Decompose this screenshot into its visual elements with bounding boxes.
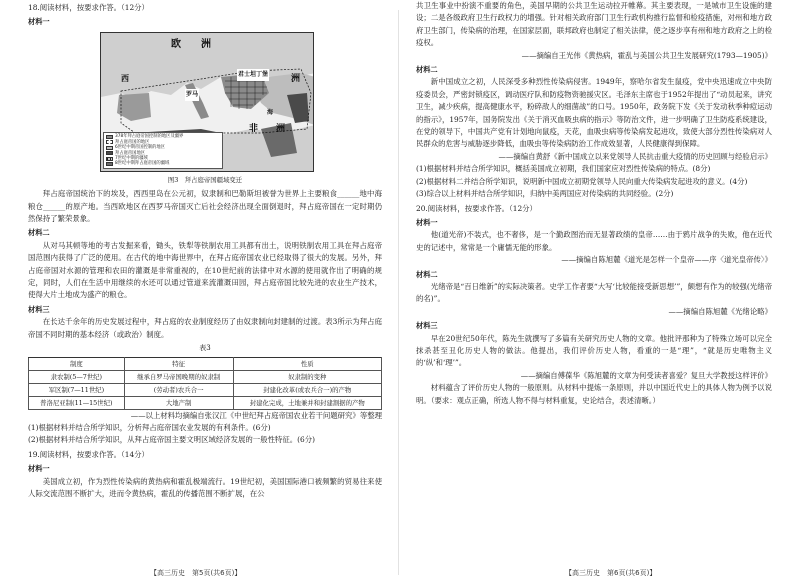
q18-heading: 18.阅读材料，按要求作答。（12分） — [28, 3, 149, 12]
legend-item: 拜占庭帝国的地区 — [106, 140, 220, 145]
left-page — [28, 0, 382, 587]
table-cell: 封建化改革(或农兵合一)的产物 — [233, 383, 381, 396]
table-3 — [28, 357, 382, 410]
table-cell: 普洛尼亚制(11—15世纪) — [29, 396, 125, 409]
byzantine-map — [100, 32, 314, 172]
q20-source-3: ——摘编自傅葆华《陈旭麓的文章为何受读者喜爱？复旦大学教授这样评价》 — [520, 370, 772, 380]
legend-item: 378年拜占庭帝国控制的地区及疆界 — [106, 134, 220, 139]
map-label-asia: 洲 — [291, 73, 301, 84]
q18-material-2-text: 从对马其顿等地的考古发掘来看，锄头，铁犁等铁制农用工具都有出土，说明铁制农用工具在拜占庭帝国范围内获得了广泛的使用。在古代的地中海世界中，在拜占庭帝国农业已经取得了很大的发展。另外，拜占庭帝国对水源的管理和农田的灌溉是非常重视的，在10世纪前的法律中对水源的使用就作出了明确的规定，同时，人们在生活中用继续的水还可以通过管道来流灌溉田园，拜占庭帝国比较先进的农业生产技术，使得大片土地成为盛产的粮仓。 — [28, 240, 382, 300]
table-cell: 继承自罗马帝国晚期的奴隶制 — [124, 370, 233, 383]
q19-material-1-continued: 共卫生事业中扮演不重要的角色，美国早期的公共卫生运动拉开帷幕。其主要表现，一是城市卫生设施的建设；二是各级政府卫生行政权力的增强。针对相关政府部门卫生行政机构推行监督和检疫措施，对州和地方政府卫生部门，传染病的治理，在国家层面，联邦政府也制定了相关法律，使之逐步享有州和地方政府之上的检疫权。 — [416, 1, 772, 48]
q20-material-2-label: 材料二 — [416, 269, 438, 279]
q18-question-2: (2)根据材料并结合所学知识，从拜占庭帝国主要文明区域经济发展的一般性特征。(6分) — [28, 435, 316, 445]
table-header: 性质 — [233, 357, 381, 370]
table-cell: (劳动者)农兵合一 — [124, 383, 233, 396]
map-label-europe: 欧 洲 — [171, 38, 211, 50]
legend-swatch — [106, 162, 113, 166]
q19-source-2: ——摘编自黄舒《新中国成立以来党领导人民抗击重大疫情的历史回顾与经验启示》 — [498, 151, 772, 161]
table-header-row — [29, 357, 382, 370]
table-header: 特征 — [124, 357, 233, 370]
map-label-sea: 海 — [267, 108, 274, 116]
q20-task: 材料蕴含了评价历史人物的一般原则。从材料中提炼一条原则，并以中国近代史上的具体人物为例予以说明。（要求：观点正确，所选人物不得与材料重复，史论结合，表述清晰。） — [416, 383, 772, 405]
table-cell: 军区制(7—11世纪) — [29, 383, 125, 396]
q19-material-2-label: 材料二 — [416, 65, 438, 75]
legend-item: 拜占庭帝国地区 — [106, 151, 220, 156]
q20-material-3-text: 早在20世纪50年代，陈先生就撰写了多篇有关研究历史人物的文章。他批评那种为了特殊立场可以完全抹杀甚至丑化历史人物的做法。他提出，我们评价历史人物，看重的一是“理”，“就是历史唯物主义的‘纵’和‘理’”。 — [416, 333, 772, 368]
table-cell: 封建化完成，土地兼并和封建割据的产物 — [233, 396, 381, 409]
q18-material-1-text: 拜占庭帝国统治下的埃及，西西里岛在公元初，奴隶制和巴勒斯坦被誉为世界上主要粮食______地中海粮仓______的原产地。当西欧地区在西罗马帝国灭亡后社会经济出现全面倒退时，拜占庭帝国在一定时期仍然保持了繁荣景象。 — [28, 189, 382, 224]
q20-material-1-text: 他(道光帝)不装式，也不奢侈，是一个勤政图治而无显著政绩的皇帝……由于鸦片战争的失败，他在近代史的记述中，常常是一个庸懦无能的形象。 — [416, 230, 772, 252]
q19-material-1-text: 美国成立初，作为烈性传染病的黄热病和霍乱极端流行。19世纪初，美国国际港口被频繁的贸易往来使人际交流范围不断扩大，进而令黄热病，霍乱的传播范围不断扩展，在公 — [28, 476, 382, 498]
map-label-rome: 罗马 — [185, 89, 199, 101]
legend-item: 6世纪中期帝国控制的地区 — [106, 145, 220, 150]
footer-left: 【高三历史 第5页(共6页)】 — [150, 568, 242, 577]
q18-question-1: (1)根据材料并结合所学知识，分析拜占庭帝国农业发展的有利条件。(6分) — [28, 422, 271, 432]
map-label-constantinople: 君士坦丁堡 — [237, 69, 269, 81]
legend-swatch — [106, 151, 113, 155]
legend-swatch — [106, 135, 113, 139]
q19-source-1: ——摘编自王光伟《黄热病，霍乱与美国公共卫生发展研究(1793—1905)》 — [521, 50, 772, 60]
q20-material-2-text: 光绪帝是“百日维新”的实际决策者。史学工作者要“大写‘比较能接受新思想’”，颇想有作为的较强(光绪帝的名)”。 — [416, 281, 772, 304]
map-label-xi: 西 — [121, 73, 129, 83]
q18-material-2-label: 材料二 — [28, 228, 50, 238]
q18-material-3-label: 材料三 — [28, 304, 50, 314]
legend-item: 8世纪中期拜占庭帝国的疆域 — [106, 161, 220, 166]
q19-material-1-label: 材料一 — [28, 464, 50, 474]
table-header: 制度 — [29, 357, 125, 370]
table-row — [29, 396, 382, 409]
page-divider — [398, 10, 399, 575]
legend-item: 7世纪中期的疆域 — [106, 156, 220, 161]
q19-question-1: (1)根据材料并结合所学知识，概括美国成立初期，我们国家应对烈性传染病的特点。(8分) — [416, 164, 711, 174]
table-cell: 奴隶制的变种 — [233, 370, 381, 383]
q20-source-1: ——摘编自陈旭麓《道光是怎样一个皇帝——序〈道光皇帝传〉》 — [561, 255, 772, 265]
map-caption: 图3 拜占庭帝国疆域变迁 — [167, 175, 243, 184]
table-cell: 大地产制 — [124, 396, 233, 409]
q20-source-2: ——摘编自陈旭麓《光绪论略》 — [668, 306, 772, 316]
legend-swatch — [106, 157, 113, 161]
map-label-africa: 非 洲 — [249, 123, 286, 134]
q19-question-3: (3)综合以上材料并结合所学知识，归纳中美两国应对传染病的共同经验。(2分) — [416, 189, 674, 199]
footer-right: 【高三历史 第6页(共6页)】 — [565, 568, 657, 577]
table-row — [29, 370, 382, 383]
q19-heading: 19.阅读材料，按要求作答。（14分） — [28, 449, 149, 459]
q19-question-2: (2)根据材料二并结合所学知识，说明新中国成立初期党领导人民向重大传染病发起进攻的意义。(4分) — [416, 176, 748, 186]
legend-swatch — [106, 140, 113, 144]
table-title: 表3 — [199, 344, 211, 353]
q19-material-2-text: 新中国成立之初，人民深受多种烈性传染病侵害。1949年，察哈尔省发生鼠疫，党中央迅速成立中央防疫委员会，严密封锁疫区，调动医疗队和防疫物资驰援灾区。毛泽东主席也于1952年提出了“动员起来，讲究卫生，减少疾病，提高健康水平，粉碎敌人的细菌战”的口号。1950年，政务院下发《关于发动秋季种痘运动的指示》，1957年，国务院发出《关于消灭血吸虫病的指示》等防治文件，进一步明确了卫生防疫系统建设，在党的领导下，中国共产党有计划地向鼠疫，天花，血吸虫病等传染病发起进攻，致使大部分烈性传染病对人民群众的危害与威胁逐步降低，血吸虫等传染病防治工作成效显著，人民健康得到保障。 — [416, 77, 772, 149]
q18-material-3-text: 在长达千余年的历史发展过程中，拜占庭的农业制度经历了由奴隶制向封建制的过渡。表3所示为拜占庭帝国不同时期的基本经济（或政治）制度。 — [28, 317, 382, 339]
map-legend — [103, 132, 223, 168]
right-page — [416, 0, 772, 587]
table-row — [29, 383, 382, 396]
q18-material-1-label: 材料一 — [28, 17, 50, 27]
q20-material-3-label: 材料三 — [416, 321, 438, 331]
legend-swatch — [106, 146, 113, 150]
table-source: ——以上材料均摘编自张汉江《中世纪拜占庭帝国农业若干问题研究》等整理 — [130, 410, 382, 420]
q20-material-1-label: 材料一 — [416, 217, 438, 227]
q20-heading: 20.阅读材料，按要求作答。（12分） — [416, 203, 537, 213]
table-cell: 隶农制(5—7世纪) — [29, 370, 125, 383]
